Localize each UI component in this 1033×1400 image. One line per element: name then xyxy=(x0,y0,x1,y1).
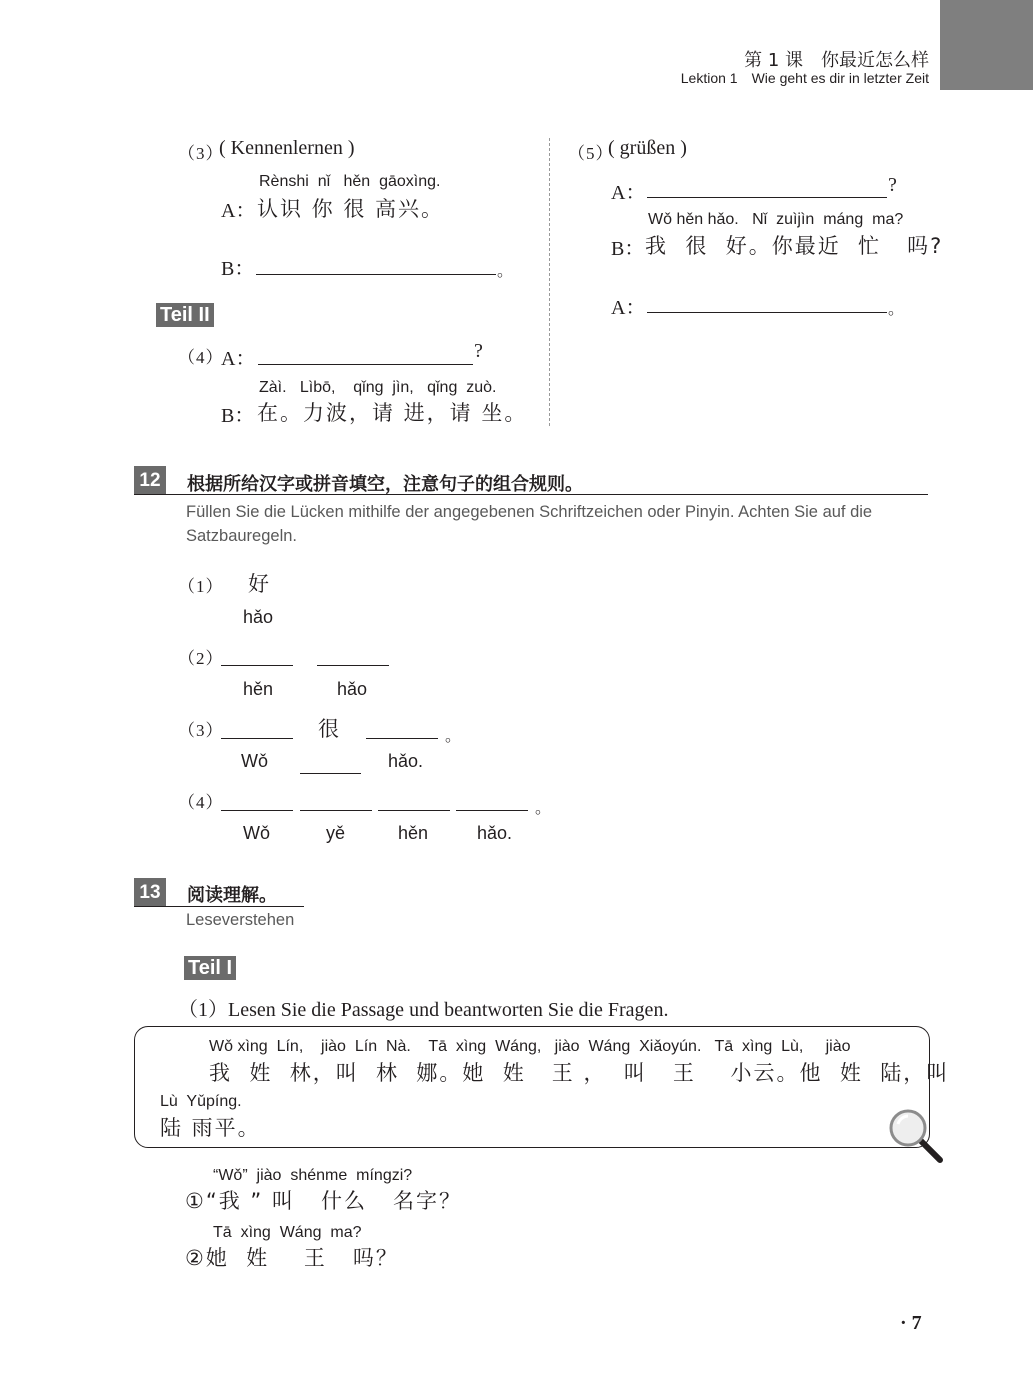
q3-b-label: B： xyxy=(221,258,255,280)
q3-a-label: A： xyxy=(221,200,256,222)
s12-item3-number: （3） xyxy=(178,721,224,740)
passage-hanzi-line-2: 陆 雨平。 xyxy=(160,1116,261,1140)
q4-number: （4） xyxy=(178,348,224,367)
s12-item3-hanzi: 很 xyxy=(318,717,339,741)
s12-item2-blank-2[interactable] xyxy=(317,665,389,666)
s12-item3-end: 。 xyxy=(445,728,462,745)
s12-item1-pinyin: hǎo xyxy=(243,607,274,627)
s12-item4-end: 。 xyxy=(535,800,552,817)
q3-title: ( Kennenlernen ) xyxy=(219,137,355,159)
section-12-rule xyxy=(134,494,928,495)
q3-b-blank[interactable] xyxy=(256,274,496,275)
passage-pinyin-line-1: Wǒ xìng Lín, jiào Lín Nà. Tā xìng Wáng, jiào Wáng Xiǎoyún. Tā xìng Lù, jiào xyxy=(209,1038,851,1055)
s12-item3-pinyin-2: hǎo. xyxy=(388,751,424,771)
s12-item4-pinyin-2: yě xyxy=(326,823,346,843)
q5-title: ( grüßen ) xyxy=(608,137,687,159)
q5-a1-end: ? xyxy=(888,174,897,196)
q5-b-pinyin: Wǒ hěn hǎo. Nǐ zuìjìn máng ma? xyxy=(648,211,904,228)
section-13-number: 13 xyxy=(134,878,166,907)
question-1-hanzi: ①“我 ” 叫 什么 名字？ xyxy=(185,1189,462,1213)
section-12-title-cn: 根据所给汉字或拼音填空，注意句子的组合规则。 xyxy=(187,474,583,495)
s12-item3-blank-2[interactable] xyxy=(366,738,438,739)
s12-item4-pinyin-1: Wǒ xyxy=(243,823,270,843)
q4-a-end: ? xyxy=(474,340,483,362)
q5-a1-blank[interactable] xyxy=(647,197,887,198)
section-12-title-de: Füllen Sie die Lücken mithilfe der angegebenen Schriftzeichen oder Pinyin. Achten Sie auf die Satzbauregeln. xyxy=(186,503,873,545)
q4-b-pinyin: Zàì. Lìbō, qǐng jìn, qǐng zuò. xyxy=(259,379,497,396)
lesson-title-de: Lektion 1 Wie geht es dir in letzter Zeit xyxy=(680,70,929,86)
passage-pinyin-line-2: Lù Yǔpíng. xyxy=(160,1093,242,1110)
q5-a2-end: 。 xyxy=(888,301,905,318)
teil-1-badge: Teil I xyxy=(184,956,236,980)
s12-item4-blank-1[interactable] xyxy=(221,810,293,811)
question-2-hanzi: ②她 姓 王 吗？ xyxy=(185,1246,399,1270)
lesson-title-cn: 第 1 课 你最近怎么样 xyxy=(744,50,929,71)
s13-q1-text: （1）Lesen Sie die Passage und beantworten Sie die Fragen. xyxy=(178,999,669,1021)
s12-item4-number: （4） xyxy=(178,793,224,812)
s12-item4-pinyin-4: hǎo. xyxy=(477,823,513,843)
q5-a2-label: A： xyxy=(611,297,646,319)
s12-item1-number: （1） xyxy=(178,577,224,596)
q5-a2-blank[interactable] xyxy=(647,312,887,313)
passage-hanzi-line-1: 我 姓 林，叫 林 娜。她 姓 王 ， 叫 王 小云。他 姓 陆，叫 xyxy=(209,1061,950,1085)
s12-item2-blank-1[interactable] xyxy=(221,665,293,666)
magnifier-icon xyxy=(888,1108,946,1166)
s12-item3-blank-3[interactable] xyxy=(300,773,361,774)
q3-b-end: 。 xyxy=(497,263,514,280)
q5-b-label: B： xyxy=(611,238,645,260)
q4-a-label: A： xyxy=(221,348,256,370)
page-number: · 7 xyxy=(900,1312,922,1334)
s12-item4-blank-2[interactable] xyxy=(300,810,372,811)
s12-item4-pinyin-3: hěn xyxy=(398,823,429,843)
s12-item3-blank-1[interactable] xyxy=(221,738,293,739)
s12-item4-blank-3[interactable] xyxy=(378,810,450,811)
question-1-pinyin: “Wǒ” jiào shénme míngzi? xyxy=(213,1167,413,1184)
s12-item3-pinyin-1: Wǒ xyxy=(241,751,268,771)
q4-b-label: B： xyxy=(221,405,255,427)
s12-item2-pinyin-1: hěn xyxy=(243,679,274,699)
q3-a-pinyin: Rènshi nǐ hěn gāoxìng. xyxy=(259,173,441,190)
column-divider xyxy=(549,138,550,426)
s12-item2-number: （2） xyxy=(178,649,224,668)
s12-item4-blank-4[interactable] xyxy=(456,810,528,811)
q3-number: （3） xyxy=(178,144,224,163)
section-13-title-cn: 阅读理解。 xyxy=(187,885,277,906)
section-12-number: 12 xyxy=(134,466,166,495)
q4-a-blank[interactable] xyxy=(258,364,473,365)
q4-b-hanzi: 在。力波，请 进，请 坐。 xyxy=(257,401,528,425)
q3-a-hanzi: 认识 你 很 高兴。 xyxy=(257,197,445,221)
q5-a1-label: A： xyxy=(611,182,646,204)
s12-item1-hanzi: 好 xyxy=(248,572,269,596)
section-13-title-de: Leseverstehen xyxy=(186,911,295,929)
teil-2-badge: Teil II xyxy=(156,303,214,327)
question-2-pinyin: Tā xìng Wáng ma? xyxy=(213,1224,362,1241)
s12-item2-pinyin-2: hǎo xyxy=(337,679,368,699)
q5-number: （5） xyxy=(568,144,614,163)
section-13-rule xyxy=(134,906,304,907)
q5-b-hanzi: 我 很 好。你最近 忙 吗? xyxy=(645,234,944,258)
header-tab xyxy=(940,0,1033,90)
